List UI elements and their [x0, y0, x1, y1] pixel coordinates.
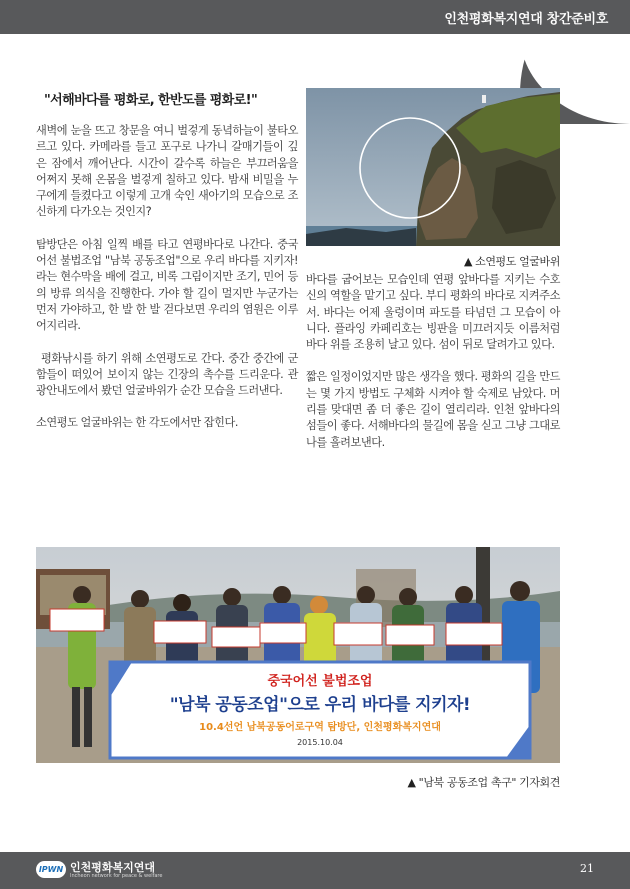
article-headline: "서해바다를 평화로, 한반도를 평화로!": [44, 93, 258, 108]
photo-caption-press-conference: ▲ "남북 공동조업 촉구" 기자회견: [407, 776, 560, 789]
press-banner: [110, 662, 530, 758]
face-rock-photo: [306, 88, 560, 246]
paragraph: 바다를 굽어보는 모습인데 연평 앞바다를 지키는 수호신의 역할을 맡기고 싶다. 부디 평화의 바다로 지켜주소서. 바다는 어제 울렁이며 파도를 타넘던 그 모습이 아니다. 플라잉 카페리호는 빙판을 미끄러지듯 이름처럼 바다 위를 조용히 날고 있다. 섬이 뒤로 달려가고 있다.: [306, 273, 560, 352]
footer-corner-decoration: [0, 800, 110, 852]
photo-caption-face-rock: ▲ 소연평도 얼굴바위: [463, 255, 560, 268]
page-number: 21: [580, 862, 594, 875]
banner-line-2: "남북 공동조업"으로 우리 바다를 지키자!: [169, 695, 471, 715]
article-left-column: [36, 123, 298, 448]
paragraph: 탐방단은 아침 일찍 배를 타고 연평바다로 나간다. 중국어선 불법조업 "남북 공동조업"으로 우리 바다를 지키자! 라는 현수막을 배에 걸고, 비록 그림이지만 조기, 민어 등의 방류 의식을 진행한다. 가야 할 길이 멀지만 누군가는 먼저 가야하고, 한 발 한 발 걷다보면 우리의 염원은 이루어지리라.: [36, 237, 298, 333]
paragraph: 평화낚시를 하기 위해 소연평도로 간다. 중간 중간에 군함들이 떠있어 보이지 않는 긴장의 촉수를 드리운다. 관광안내도에서 봤던 얼굴바위가 순간 모습을 드러낸다.: [36, 351, 298, 398]
header-title: 인천평화복지연대 창간준비호: [444, 12, 608, 27]
organization-tagline: Incheon network for peace & welfare: [70, 873, 163, 879]
organization-logo-icon: IPWN: [36, 861, 66, 878]
banner-line-3: 10.4선언 남북공동어로구역 탐방단, 인천평화복지연대: [199, 722, 441, 733]
paragraph: 새벽에 눈을 뜨고 창문을 여니 벌겋게 동녘하늘이 불타오르고 있다. 카메라를 들고 포구로 나가니 갈매기들이 깊은 잠에서 깨어난다. 시간이 갈수록 하늘은 부끄러움을 어쩌지 못해 온몸을 벌겋게 칠하고 있다. 밤새 비밀을 누구에게 들켰다고 이렇게 고개 숙인 새아기의 모습으로 조신하게 다가오는 것인지?: [36, 124, 298, 219]
paragraph: 소연평도 얼굴바위는 한 각도에서만 잡힌다.: [36, 416, 238, 430]
organization-name: 인천평화복지연대: [70, 861, 156, 874]
banner-line-1: 중국어선 불법조업: [267, 674, 373, 689]
article-right-column: [306, 272, 560, 467]
page-header: [0, 0, 630, 34]
paragraph: 짧은 일정이었지만 많은 생각을 했다. 평화의 길을 만드는 몇 가지 방법도 구체화 시켜야 할 숙제로 남았다. 머리를 맞대면 좀 더 좋은 길이 열리리라. 인천 앞바다의 섬들이 좋다. 서해바다의 물길에 몸을 싣고 그냥 그대로 나를 흘려보낸다.: [306, 370, 560, 449]
banner-date: 2015.10.04: [297, 738, 343, 747]
